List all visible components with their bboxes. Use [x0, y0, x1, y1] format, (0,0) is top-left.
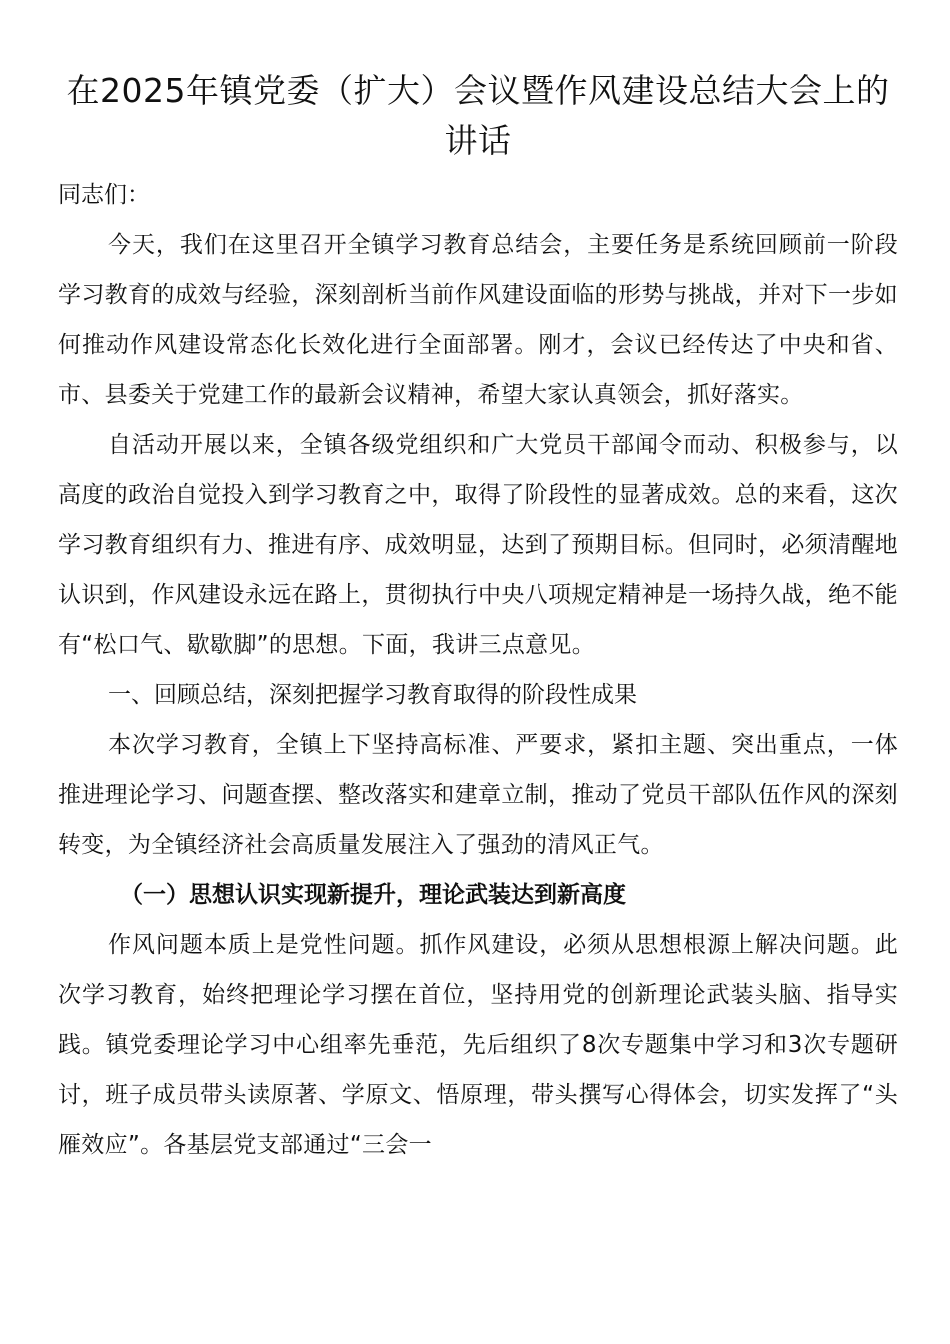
paragraph-section-1: 本次学习教育，全镇上下坚持高标准、严要求，紧扣主题、突出重点，一体推进理论学习、问题查摆、整改落实和建章立制，推动了党员干部队伍作风的深刻转变，为全镇经济社会高质量发展注入了强劲的清风正气。 [58, 732, 898, 858]
section-heading-1: 一、回顾总结，深刻把握学习教育取得的阶段性成果 [108, 682, 637, 708]
paragraph-overview: 自活动开展以来，全镇各级党组织和广大党员干部闻令而动、积极参与，以高度的政治自觉投入到学习教育之中，取得了阶段性的显著成效。总的来看，这次学习教育组织有力、推进有序、成效明显，达到了预期目标。但同时，必须清醒地认识到，作风建设永远在路上，贯彻执行中央八项规定精神是一场持久战，绝不能有“松口气、歇歇脚”的思想。下面，我讲三点意见。 [58, 432, 898, 658]
greeting: 同志们： [58, 182, 150, 208]
subsection-heading-1: （一）思想认识实现新提升，理论武装达到新高度 [120, 882, 626, 908]
paragraph-subsection-1: 作风问题本质上是党性问题。抓作风建设，必须从思想根源上解决问题。此次学习教育，始终把理论学习摆在首位，坚持用党的创新理论武装头脑、指导实践。镇党委理论学习中心组率先垂范，先后组织了8次专题集中学习和3次专题研讨，班子成员带头读原著、学原文、悟原理，带头撰写心得体会，切实发挥了“头雁效应”。各基层党支部通过“三会一 [58, 932, 898, 1158]
document-title: 在2025年镇党委（扩大）会议暨作风建设总结大会上的讲话 [66, 71, 890, 160]
paragraph-opening: 今天，我们在这里召开全镇学习教育总结会，主要任务是系统回顾前一阶段学习教育的成效与经验，深刻剖析当前作风建设面临的形势与挑战，并对下一步如何推动作风建设常态化长效化进行全面部署。刚才，会议已经传达了中央和省、市、县委关于党建工作的最新会议精神，希望大家认真领会，抓好落实。 [58, 232, 898, 408]
document-page [58, 66, 898, 1170]
